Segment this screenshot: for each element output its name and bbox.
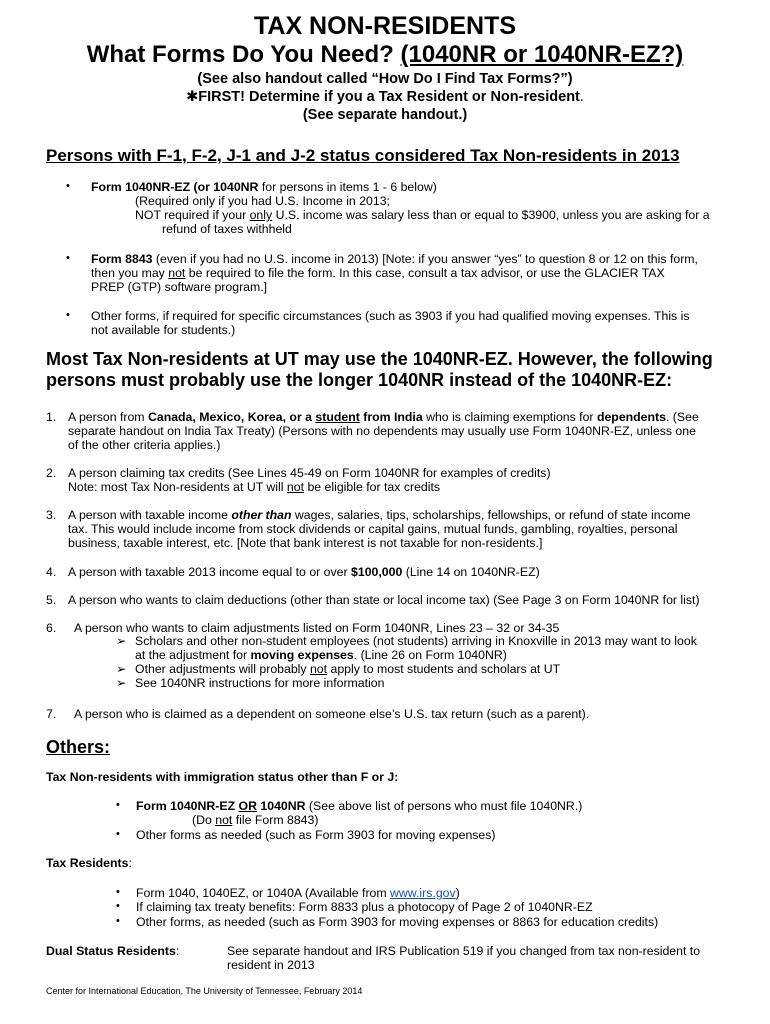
subtitle-plain: What Forms Do You Need? bbox=[86, 41, 394, 68]
item-number: 5. bbox=[46, 593, 57, 607]
section2-heading-line2: persons must probably use the longer 1040NR instead of the 1040NR-EZ: bbox=[46, 370, 673, 390]
bullet-icon: • bbox=[66, 309, 70, 321]
bullet-icon: • bbox=[66, 252, 70, 264]
asterisk-icon: ✱ bbox=[186, 89, 199, 105]
s2-item3-line3: business, taxable interest, etc. [Note that bank interest is not taxable for non-residents.] bbox=[68, 536, 543, 550]
header-note-2: ✱FIRST! Determine if you a Tax Resident or Non-resident. bbox=[186, 89, 584, 105]
section2-heading-line1: Most Tax Non-residents at UT may use the 1040NR-EZ. However, the following bbox=[46, 349, 713, 369]
item-number: 7. bbox=[46, 707, 57, 721]
page-title: TAX NON-RESIDENTS bbox=[253, 12, 517, 40]
s1-item1-line2: (Required only if you had U.S. Income in 2013; bbox=[135, 194, 390, 208]
s1-item1-line3: NOT required if your only U.S. income was salary less than or equal to $3900, unless you are asking for a bbox=[135, 208, 710, 222]
s2-item1-line3: of the other criteria applies.) bbox=[68, 438, 221, 452]
others-item2: Other forms as needed (such as Form 3903 for moving expenses) bbox=[136, 828, 496, 842]
item-number: 4. bbox=[46, 565, 57, 579]
s2-item7: A person who is claimed as a dependent on someone else’s U.S. tax return (such as a parent). bbox=[74, 707, 590, 721]
others-item1-line1: Form 1040NR-EZ OR 1040NR (See above list of persons who must file 1040NR.) bbox=[136, 799, 583, 813]
s2-item2-line1: A person claiming tax credits (See Lines 45-49 on Form 1040NR for examples of credits) bbox=[68, 466, 551, 480]
s2-item6-sub3: See 1040NR instructions for more information bbox=[135, 676, 385, 690]
item-number: 2. bbox=[46, 466, 57, 480]
bullet-icon: • bbox=[116, 828, 120, 840]
s2-item6-sub1-line1: Scholars and other non-student employees (not students) arriving in Knoxville in 2013 may want to look bbox=[135, 634, 697, 648]
residents-item2: If claiming tax treaty benefits: Form 8833 plus a photocopy of Page 2 of 1040NR-EZ bbox=[136, 900, 593, 914]
s1-item1-line4: refund of taxes withheld bbox=[162, 222, 292, 236]
s1-item3-line2: not available for students.) bbox=[91, 323, 236, 337]
others-subhead: Tax Non-residents with immigration status other than F or J: bbox=[46, 770, 399, 784]
header-note-3: (See separate handout.) bbox=[302, 107, 468, 123]
bullet-icon: • bbox=[66, 180, 70, 192]
header-note-1: (See also handout called “How Do I Find Tax Forms?”) bbox=[197, 71, 573, 87]
s2-item6-sub2: Other adjustments will probably not apply to most students and scholars at UT bbox=[135, 662, 561, 676]
bullet-icon: • bbox=[116, 799, 120, 811]
residents-item3: Other forms, as needed (such as Form 3903 for moving expenses or 8863 for education credits) bbox=[136, 915, 659, 929]
page-subtitle bbox=[0, 41, 770, 69]
s1-item1-line1: Form 1040NR-EZ (or 1040NR for persons in items 1 - 6 below) bbox=[91, 180, 437, 194]
s2-item5: A person who wants to claim deductions (other than state or local income tax) (See Page 3 on Form 1040NR for list) bbox=[68, 593, 700, 607]
s1-item2-line3: PREP (GTP) software program.] bbox=[91, 280, 268, 294]
bullet-icon: • bbox=[116, 915, 120, 927]
s1-item2-line2: then you may not be required to file the form. In this case, consult a tax advisor, or use the GLACIER TAX bbox=[91, 266, 665, 280]
irs-link[interactable]: www.irs.gov bbox=[390, 886, 456, 900]
dual-status-label: Dual Status Residents: bbox=[46, 944, 180, 958]
subtitle-underlined: (1040NR or 1040NR-EZ?) bbox=[400, 41, 684, 68]
dual-status-line2: resident in 2013 bbox=[227, 958, 315, 972]
section1-heading: Persons with F-1, F-2, J-1 and J-2 status considered Tax Non-residents in 2013 bbox=[46, 146, 680, 165]
s2-item1-line2: separate handout on India Tax Treaty) (Persons with no dependents may usually use Form 1040NR-EZ, unless one bbox=[68, 424, 696, 438]
s1-item3-line1: Other forms, if required for specific circumstances (such as 3903 if you had qualified moving expenses. This is bbox=[91, 309, 690, 323]
arrow-bullet-icon: ➢ bbox=[116, 634, 127, 648]
bullet-icon: • bbox=[116, 900, 120, 912]
bullet-icon: • bbox=[116, 886, 120, 898]
others-heading: Others: bbox=[46, 737, 111, 757]
others-item1-line2: (Do not file Form 8843) bbox=[192, 813, 319, 827]
s2-item6: A person who wants to claim adjustments listed on Form 1040NR, Lines 23 – 32 or 34-35 bbox=[74, 621, 560, 635]
s2-item1-line1: A person from Canada, Mexico, Korea, or a student from India who is claiming exemptions for dependents. (See bbox=[68, 410, 699, 424]
item-number: 6. bbox=[46, 621, 57, 635]
dual-status-line1: See separate handout and IRS Publication 519 if you changed from tax non-resident to bbox=[227, 944, 701, 958]
s2-item2-line2: Note: most Tax Non-residents at UT will not be eligible for tax credits bbox=[68, 480, 441, 494]
s2-item3-line1: A person with taxable income other than wages, salaries, tips, scholarships, fellowships, or refund of state income bbox=[68, 508, 691, 522]
item-number: 3. bbox=[46, 508, 57, 522]
s2-item6-sub1-line2: at the adjustment for moving expenses. (Line 26 on Form 1040NR) bbox=[135, 648, 507, 662]
residents-item1: Form 1040, 1040EZ, or 1040A (Available from www.irs.gov) bbox=[136, 886, 460, 900]
arrow-bullet-icon: ➢ bbox=[116, 662, 127, 676]
arrow-bullet-icon: ➢ bbox=[116, 676, 127, 690]
footer-text: Center for International Education, The University of Tennessee, February 2014 bbox=[46, 986, 363, 996]
s2-item3-line2: tax. This would include income from stock dividends or capital gains, mutual funds, gambling, royalties, personal bbox=[68, 522, 678, 536]
s1-item2-line1: Form 8843 (even if you had no U.S. income in 2013) [Note: if you answer “yes” to question 8 or 12 on this form, bbox=[91, 252, 698, 266]
tax-residents-label: Tax Residents: bbox=[46, 856, 132, 870]
s2-item4: A person with taxable 2013 income equal to or over $100,000 (Line 14 on 1040NR-EZ) bbox=[68, 565, 540, 579]
item-number: 1. bbox=[46, 410, 57, 424]
